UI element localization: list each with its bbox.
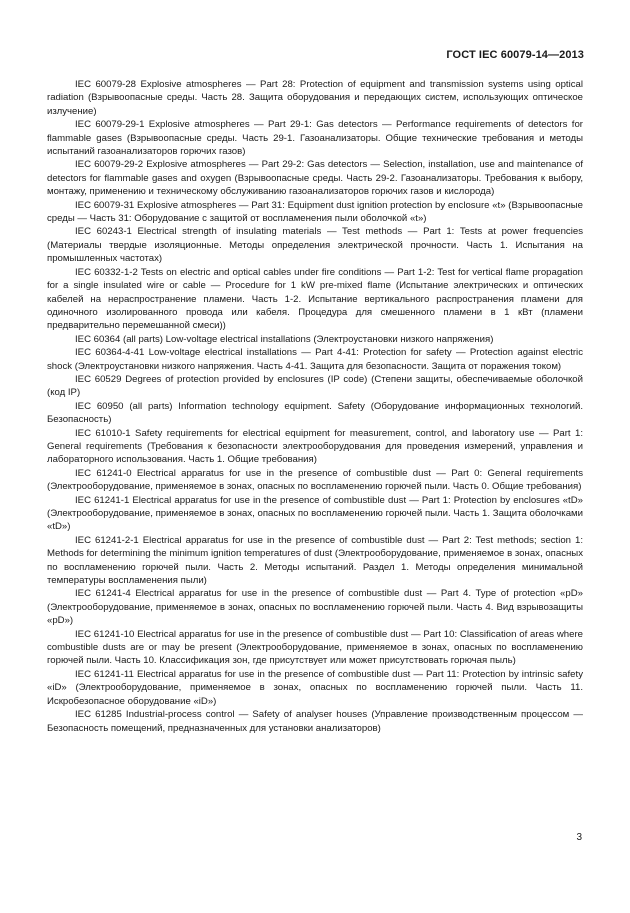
- reference-iec-60332-1-2: IEC 60332-1-2 Tests on electric and optical cables under fire conditions — Part 1-2: Test for vertical flame propagation for a single insulated wire or cable — Procedure for 1 kW pre-mixed flame (Испытание электрических и оптических кабелей на нераспространение пламени. Часть 1-2. Испытание вертикального распространения пламени для одиночного изолированного провода или кабеля. Процедура для смешенного пламени в 1 кВт (пламени предварительно перемешанной смеси)): [47, 266, 583, 332]
- reference-iec-61241-0: IEC 61241-0 Electrical apparatus for use in the presence of combustible dust — Part 0: General requirements (Электрооборудование, применяемое в зонах, опасных по воспламенению горючей пыли. Часть 0. Общие требования): [47, 467, 583, 493]
- reference-iec-60364: IEC 60364 (all parts) Low-voltage electrical installations (Электроустановки низкого напряжения): [75, 333, 494, 345]
- document-code-header: ГОСТ IEC 60079-14—2013: [446, 49, 584, 61]
- reference-iec-60364-4-41: IEC 60364-4-41 Low-voltage electrical installations — Part 4-41: Protection for safety — Protection against electric shock (Электроустановки низкого напряжения. Часть 4-41. Защита для безопасности. Защита от поражения током): [47, 347, 583, 372]
- reference-iec-60243-1: IEC 60243-1 Electrical strength of insulating materials — Test methods — Part 1: Tests at power frequencies (Материалы твердые изоляционные. Методы определения электрической прочности. Часть 1. Испытания на промышленных частотах): [47, 226, 583, 265]
- reference-iec-60950: IEC 60950 (all parts) Information technology equipment. Safety (Оборудование информационных технологий. Безопасность): [47, 400, 583, 426]
- normative-references-list: [47, 78, 583, 735]
- page-number: 3: [576, 832, 582, 843]
- reference-iec-60079-31: IEC 60079-31 Explosive atmospheres — Part 31: Equipment dust ignition protection by enclosure «t» (Взрывоопасные среды — Часть 31: Оборудование с защитой от воспламенения пыли оболочкой «t»): [47, 199, 583, 225]
- reference-iec-60079-29-1: IEC 60079-29-1 Explosive atmospheres — Part 29-1: Gas detectors — Performance requirements of detectors for flammable gases (Взрывоопасные среды. Часть 29-1. Газоанализаторы. Общие технические требования и методы испытаний газоанализаторов горючих газов): [47, 119, 583, 158]
- reference-iec-61241-2-1: IEC 61241-2-1 Electrical apparatus for use in the presence of combustible dust — Part 2: Test methods; section 1: Methods for determining the minimum ignition temperatures of dust (Электрооборудование, применяемое в зонах, опасных по воспламенению горючей пыли. Часть 2. Методы испытаний. Раздел 1. Методы определения минимальной температуры воспламенения пыли): [47, 534, 583, 587]
- reference-iec-60079-28: IEC 60079-28 Explosive atmospheres — Part 28: Protection of equipment and transmission systems using optical radiation (Взрывоопасные среды. Часть 28. Защита оборудования и передающих систем, использующих оптическое излучение): [47, 79, 583, 117]
- reference-iec-61241-4: IEC 61241-4 Electrical apparatus for use in the presence of combustible dust — Part 4. Type of protection «pD» (Электрооборудование, применяемое в зонах, опасных по воспламенению горючей пыли. Часть 4. Вид взрывозащиты «pD»): [47, 588, 583, 627]
- reference-iec-60079-29-2: IEC 60079-29-2 Explosive atmospheres — Part 29-2: Gas detectors — Selection, installation, use and maintenance of detectors for flammable gases and oxygen (Взрывоопасные среды. Часть 29-2. Газоанализаторы. Требования к выбору, монтажу, применению и техническому обслуживанию газоанализаторов горючих газов и кислорода): [47, 159, 583, 198]
- reference-iec-61241-10: IEC 61241-10 Electrical apparatus for use in the presence of combustible dust — Part 10: Classification of areas where combustible dusts are or may be present (Электрооборудование, применяемое в зонах, опасных по воспламенению горючей пыли. Часть 10. Классификация зон, где присутствует или может присутствовать горючая пыль): [47, 628, 583, 667]
- reference-iec-61285: IEC 61285 Industrial-process control — Safety of analyser houses (Управление производственным процессом — Безопасность помещений, предназначенных для установки анализаторов): [47, 709, 583, 734]
- reference-iec-61241-1: IEC 61241-1 Electrical apparatus for use in the presence of combustible dust — Part 1: Protection by enclosures «tD» (Электрооборудование, применяемое в зонах, опасных по воспламенению горючей пыли. Часть 1. Защита оболочками «tD»): [47, 494, 583, 533]
- reference-iec-60529: IEC 60529 Degrees of protection provided by enclosures (IP code) (Степени защиты, обеспечиваемые оболочкой (код IP): [47, 373, 583, 399]
- reference-iec-61241-11: IEC 61241-11 Electrical apparatus for use in the presence of combustible dust — Part 11: Protection by intrinsic safety «iD» (Электрооборудование, применяемое в зонах, опасных по воспламенению горючей пыли. Часть 11. Искробезопасное оборудование «iD»): [47, 668, 583, 707]
- reference-iec-61010-1: IEC 61010-1 Safety requirements for electrical equipment for measurement, control, and laboratory use — Part 1: General requirements (Требования к безопасности электрооборудования для проведения измерений, управления и лабораторного использования. Часть 1. Общие требования): [47, 427, 583, 466]
